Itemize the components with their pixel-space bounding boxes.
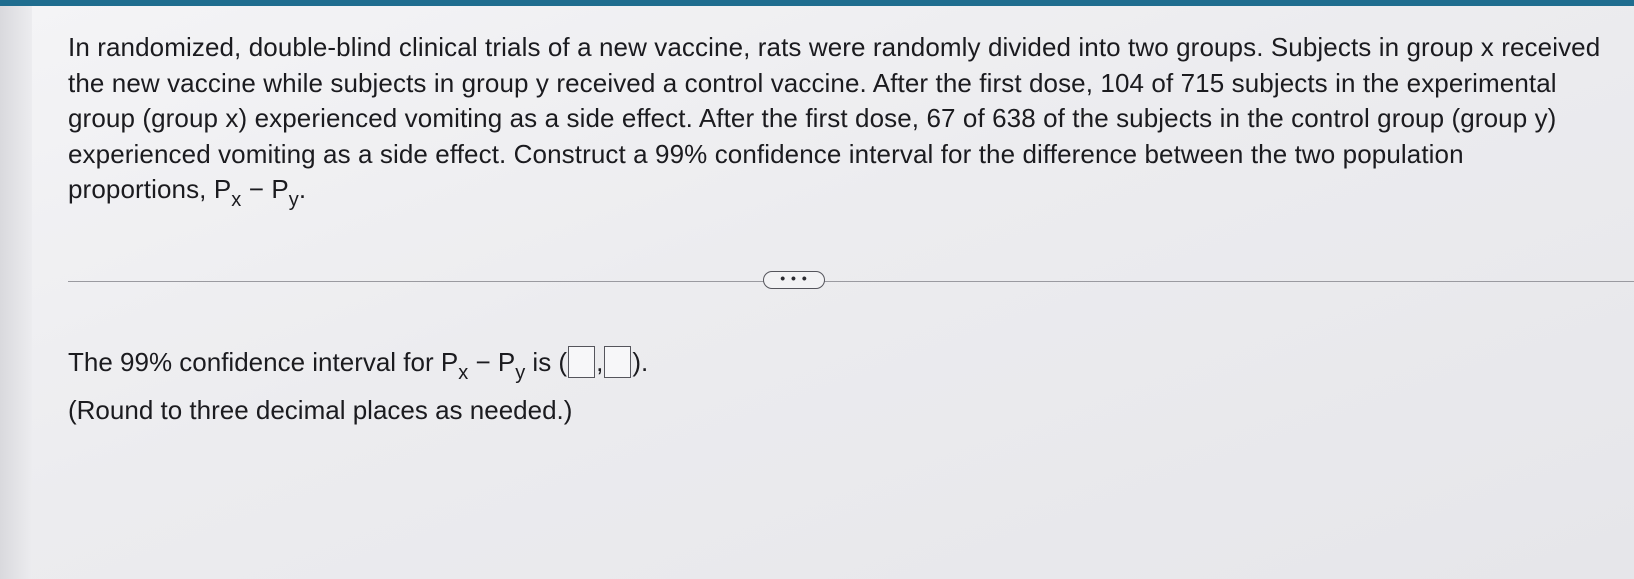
- top-accent-bar: [0, 0, 1634, 6]
- answer-p-symbol-x: P: [440, 347, 459, 377]
- question-text: [68, 30, 1608, 211]
- answer-is-text: is (: [525, 347, 568, 377]
- question-period: .: [298, 174, 307, 204]
- minus-sign: −: [241, 174, 272, 204]
- answer-subscript-y: y: [515, 362, 526, 384]
- answer-comma: ,: [596, 347, 604, 377]
- lower-bound-input[interactable]: [568, 346, 595, 378]
- answer-prefix: The 99% confidence interval for: [68, 347, 441, 377]
- ellipsis-icon: • • •: [780, 270, 808, 286]
- left-margin: [0, 6, 32, 579]
- answer-close: ).: [632, 347, 649, 377]
- answer-p-symbol-y: P: [497, 347, 516, 377]
- rounding-instruction: (Round to three decimal places as needed.): [68, 395, 573, 425]
- p-symbol-x: P: [213, 174, 232, 204]
- question-paragraph: [68, 30, 1608, 211]
- answer-subscript-x: x: [458, 362, 469, 384]
- subscript-y: y: [288, 189, 299, 211]
- question-body: In randomized, double-blind clinical trials of a new vaccine, rats were randomly divided into two groups. Subjects in group x received the new vaccine while subjects in group y received a control vaccine. After the first dose, 104 of 715 subjects in the experimental group (group x) experienced vomiting as a side effect. After the first dose, 67 of 638 of the subjects in the control group (group y) experienced vomiting as a side effect. Construct a 99% confidence interval for the difference between the two population proportions,: [68, 32, 1601, 204]
- more-options-button[interactable]: [763, 271, 825, 289]
- answer-line: [68, 345, 649, 384]
- p-symbol-y: P: [271, 174, 289, 204]
- upper-bound-input[interactable]: [604, 346, 631, 378]
- answer-minus-sign: −: [468, 347, 498, 377]
- subscript-x: x: [231, 189, 242, 211]
- section-divider: [68, 281, 1634, 282]
